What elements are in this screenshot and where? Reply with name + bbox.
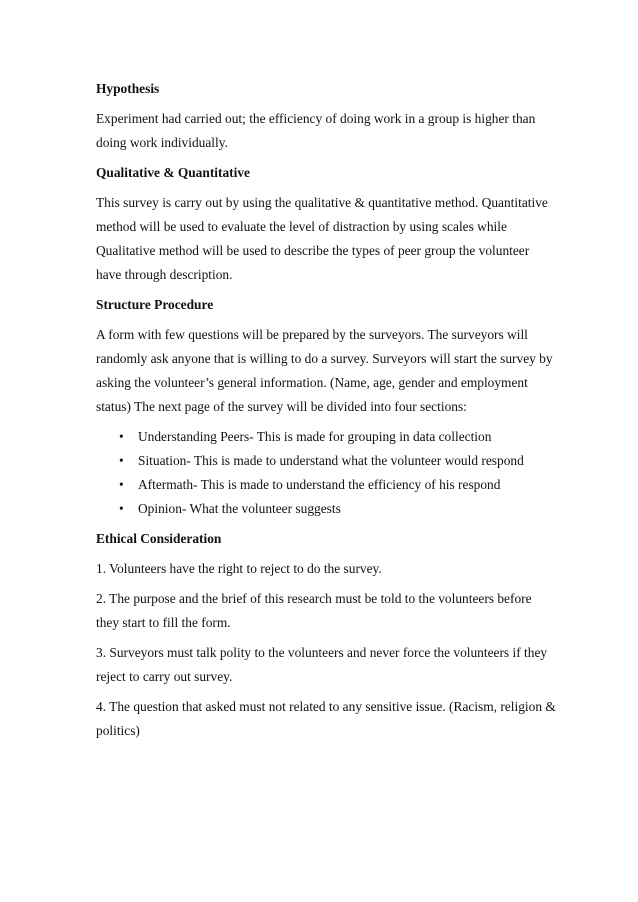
bullet-icon: • bbox=[119, 453, 124, 468]
document-content bbox=[96, 77, 556, 749]
ethical-point-1: 1. Volunteers have the right to reject to do the survey. bbox=[96, 561, 382, 576]
sections-bullet-list bbox=[96, 425, 556, 521]
bullet-text: Understanding Peers- This is made for grouping in data collection bbox=[138, 429, 492, 444]
qualitative-quantitative-heading: Qualitative & Quantitative bbox=[96, 165, 250, 180]
bullet-item-aftermath bbox=[96, 473, 556, 497]
bullet-item-situation bbox=[96, 449, 556, 473]
hypothesis-heading: Hypothesis bbox=[96, 81, 160, 96]
bullet-text: Aftermath- This is made to understand the efficiency of his respond bbox=[138, 477, 501, 492]
hypothesis-text: Experiment had carried out; the efficiency of doing work in a group is higher than doing work individually. bbox=[96, 111, 536, 150]
bullet-text: Opinion- What the volunteer suggests bbox=[138, 501, 341, 516]
ethical-point-3: 3. Surveyors must talk polity to the volunteers and never force the volunteers if they reject to carry out survey. bbox=[96, 645, 548, 684]
bullet-icon: • bbox=[119, 429, 124, 444]
ethical-point-2: 2. The purpose and the brief of this research must be told to the volunteers before they start to fill the form. bbox=[96, 591, 532, 630]
bullet-icon: • bbox=[119, 501, 124, 516]
ethical-point-4: 4. The question that asked must not related to any sensitive issue. (Racism, religion & politics) bbox=[96, 699, 556, 738]
structure-procedure-text: A form with few questions will be prepared by the surveyors. The surveyors will randomly ask anyone that is willing to do a survey. Surveyors will start the survey by asking the volunteer’s general information. (Name, age, gender and employment status) The next page of the survey will be divided into four sections: bbox=[96, 327, 553, 414]
bullet-text: Situation- This is made to understand what the volunteer would respond bbox=[138, 453, 524, 468]
qualitative-quantitative-text: This survey is carry out by using the qualitative & quantitative method. Quantitative method will be used to evaluate the level of distraction by using scales while Qualitative method will be used to describe the types of peer group the volunteer have through description. bbox=[96, 195, 548, 282]
bullet-icon: • bbox=[119, 477, 124, 492]
ethical-consideration-heading: Ethical Consideration bbox=[96, 531, 222, 546]
bullet-item-understanding-peers bbox=[96, 425, 556, 449]
bullet-item-opinion bbox=[96, 497, 556, 521]
structure-procedure-heading: Structure Procedure bbox=[96, 297, 214, 312]
